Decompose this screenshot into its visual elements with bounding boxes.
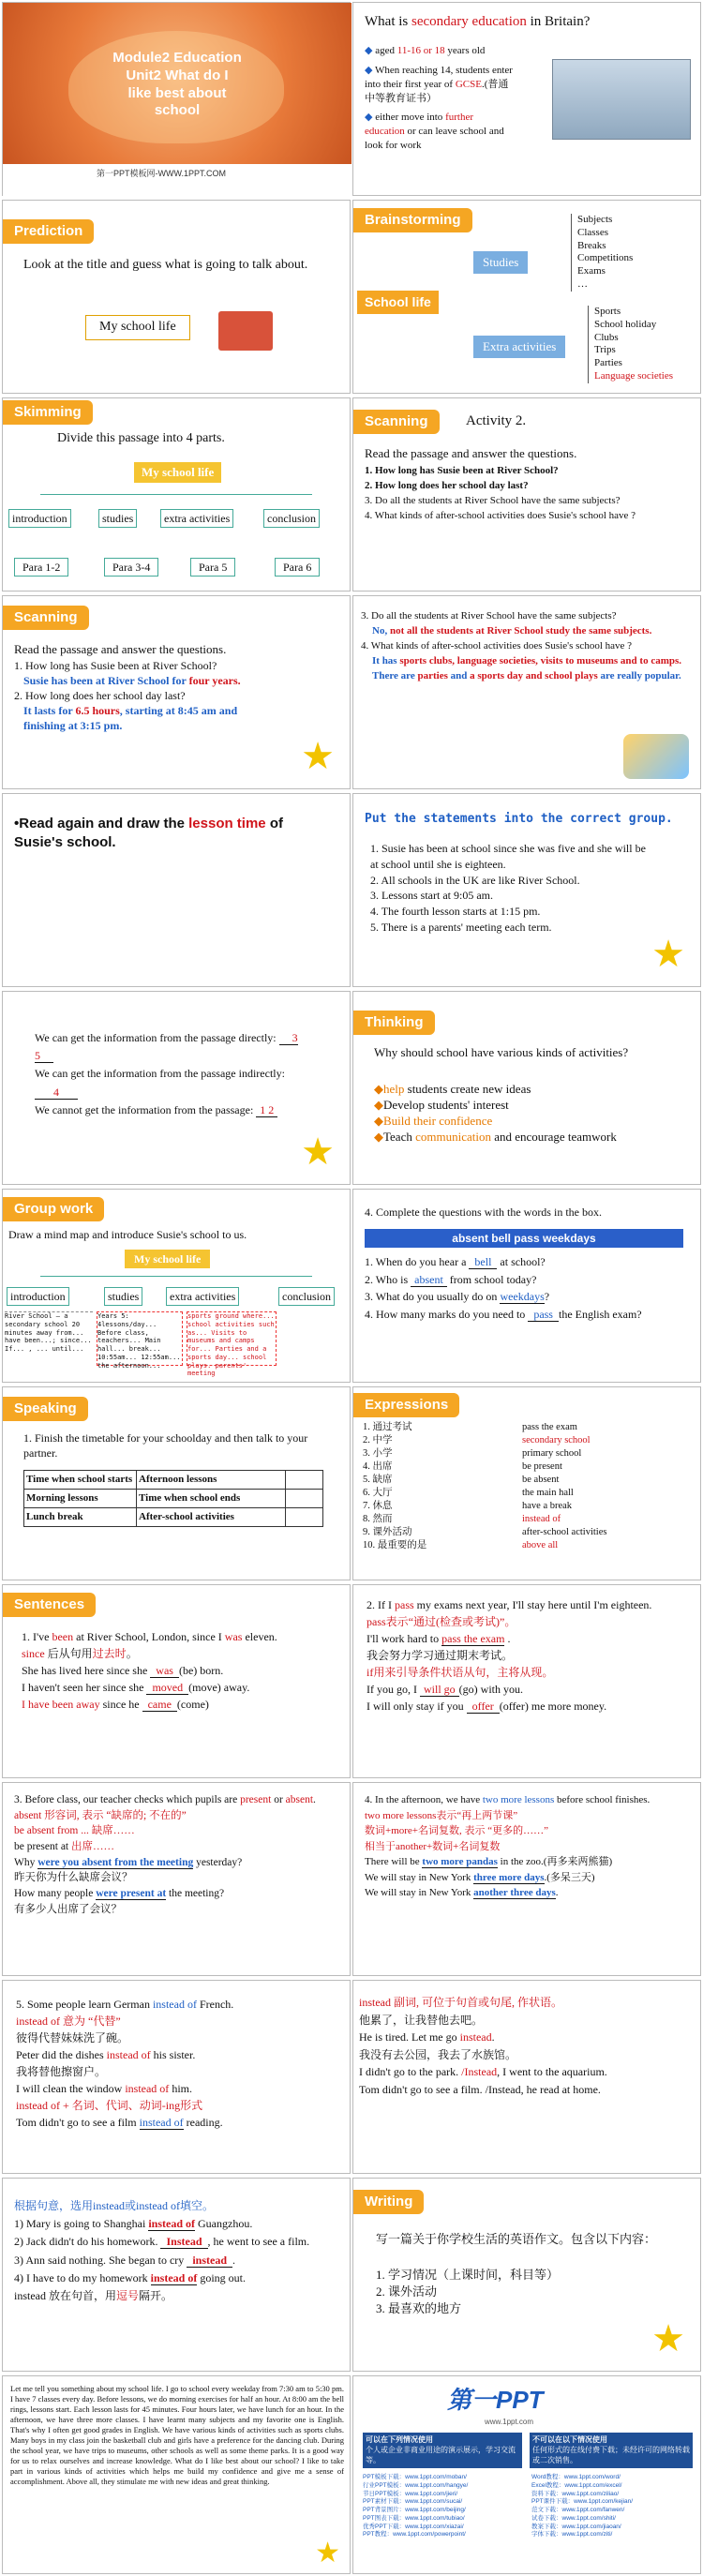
reason-item: ◆Teach communication and encourage teamwork bbox=[374, 1129, 617, 1144]
list-item: 10. 最重要的是 bbox=[363, 1539, 427, 1550]
list-item: 8. 然而 bbox=[363, 1513, 393, 1524]
list-item: 6. 大厅 bbox=[363, 1487, 393, 1498]
bullet-item: ◆ When reaching 14, students enter into their first year of GCSE.(普通中等教育证书） bbox=[365, 64, 513, 104]
note-line: I didn't go to the park. /Instead, I went to the aquarium. bbox=[359, 2065, 607, 2079]
speaking-task: 1. Finish the timetable for your schoolday and then talk to your partner. bbox=[23, 1431, 308, 1460]
cover-title-line: like best about bbox=[127, 84, 227, 101]
english-list bbox=[522, 1421, 606, 1552]
mindmap-node-extra: Extra activities bbox=[473, 336, 565, 358]
list-item: Exams bbox=[577, 265, 606, 277]
extra-list bbox=[588, 306, 673, 383]
star-icon: ★ bbox=[651, 2317, 685, 2359]
section-tag: Writing bbox=[353, 2190, 424, 2214]
slide-scanning-answers-2 bbox=[352, 595, 701, 789]
para-box: Para 6 bbox=[275, 558, 320, 577]
list-item: the main hall bbox=[522, 1487, 574, 1498]
note-line: I will clean the window instead of him. bbox=[16, 2082, 192, 2095]
logo-url: www.1ppt.com bbox=[485, 2418, 534, 2426]
question: 1. When do you hear a bell at school? bbox=[365, 1255, 546, 1268]
sentence-notes bbox=[359, 1994, 698, 2099]
note-line: Tom didn't go to see a film. /Instead, he read at home. bbox=[359, 2082, 601, 2096]
scanning-intro: Read the passage and answer the questions. bbox=[14, 642, 227, 656]
classroom-photo bbox=[552, 59, 691, 140]
slide-complete-questions bbox=[352, 1189, 701, 1383]
answer: It has sports clubs, language societies, visits to museums and to camps. There are parties and a sports day and school plays are really popular. bbox=[372, 654, 682, 681]
slide-prediction bbox=[2, 200, 351, 394]
question: 2. How long does her school day last? bbox=[365, 479, 529, 491]
school-building-icon bbox=[218, 311, 273, 351]
sentence-notes bbox=[22, 1628, 322, 1713]
question-list bbox=[365, 464, 688, 524]
exercise-item: 4) I have to do my homework instead of going out. bbox=[14, 2270, 246, 2284]
star-icon: ★ bbox=[301, 735, 335, 777]
sentence-notes bbox=[365, 1792, 693, 1901]
cover-title-line: Unit2 What do I bbox=[126, 67, 229, 83]
exercise-item: 2) Jack didn't do his homework. Instead , he went to see a film. bbox=[14, 2235, 310, 2249]
link[interactable]: Word教程：www.1ppt.com/word/ bbox=[531, 2474, 621, 2480]
timetable bbox=[23, 1470, 323, 1527]
slide-put-statements bbox=[352, 793, 701, 987]
allowed-box bbox=[363, 2433, 522, 2468]
slide-sentences-more bbox=[352, 1782, 701, 1976]
cover-footer: 第一PPT模板网-WWW.1PPT.COM bbox=[97, 169, 226, 178]
cover-title-line: Module2 Education bbox=[112, 50, 242, 66]
reason-item: ◆Build their confidence bbox=[374, 1113, 493, 1128]
reason-list bbox=[374, 1082, 674, 1146]
star-icon: ★ bbox=[315, 2538, 340, 2569]
list-item: Parties bbox=[594, 357, 622, 368]
list-item: … bbox=[577, 277, 588, 290]
question: 4. How many marks do you need to pass the English exam? bbox=[365, 1307, 642, 1321]
box-heading: 可以在下列情况使用 bbox=[366, 2435, 433, 2444]
note-line: I haven't seen her since she moved (move) away. bbox=[22, 1681, 250, 1694]
part-box: extra activities bbox=[166, 1287, 239, 1306]
note-line: instead 副词, 可位于句首或句尾, 作状语。 bbox=[359, 1996, 563, 2009]
section-tag: Scanning bbox=[3, 606, 89, 630]
note-line: instead of + 名词、代词、动词-ing形式 bbox=[16, 2099, 203, 2112]
timetable-cell: Time when school ends bbox=[137, 1489, 286, 1507]
note-line: 彼得代替妹妹洗了碗。 bbox=[16, 2031, 129, 2044]
list-item: Breaks bbox=[577, 239, 606, 251]
skimming-text: Divide this passage into 4 parts. bbox=[57, 431, 225, 445]
chinese-list bbox=[363, 1421, 426, 1552]
note-line: Why were you absent from the meeting yesterday? bbox=[14, 1856, 243, 1868]
note-line: We will stay in New York another three days. bbox=[365, 1887, 559, 1898]
part-box: extra activities bbox=[160, 509, 233, 528]
list-item: 3. 最喜欢的地方 bbox=[376, 2301, 462, 2316]
slide-sentences-instead bbox=[352, 1980, 701, 2174]
note-line: instead of 意为 “代替” bbox=[16, 2014, 121, 2028]
link[interactable]: 试卷下载：www.1ppt.com/shiti/ bbox=[531, 2514, 616, 2522]
timetable-cell: Lunch break bbox=[24, 1507, 137, 1526]
thinking-question: Why should school have various kinds of activities? bbox=[374, 1045, 629, 1059]
slide-title: What is secondary education in Britain? bbox=[365, 14, 591, 29]
activity-label: Activity 2. bbox=[466, 413, 527, 428]
answers bbox=[361, 609, 695, 684]
statement: 4. The fourth lesson starts at 1:15 pm. bbox=[370, 905, 541, 919]
note-line: Tom didn't go to see a film instead of reading. bbox=[16, 2116, 223, 2129]
section-tag: Group work bbox=[3, 1197, 104, 1221]
slide-title: Put the statements into the correct group. bbox=[365, 812, 673, 826]
list-item: be absent bbox=[522, 1474, 560, 1485]
kids-illustration bbox=[623, 734, 689, 779]
bullet-item: ◆ aged 11-16 or 18 years old bbox=[365, 45, 486, 56]
part-box: conclusion bbox=[263, 509, 320, 528]
section-tag: Speaking bbox=[3, 1397, 88, 1421]
list-item: above all bbox=[522, 1539, 559, 1550]
question: 1. How long has Susie been at River School? bbox=[14, 658, 217, 672]
box-text: 任何形式的在线付费下载；未经许可的网络转载或二次销售。 bbox=[532, 2445, 690, 2464]
question: 2. How long does her school day last? bbox=[14, 688, 186, 702]
note-line: 他累了，让我替他去吧。 bbox=[359, 2013, 484, 2027]
link-list-left bbox=[363, 2474, 527, 2539]
link[interactable]: 节日PPT模板：www.1ppt.com/jieri/ bbox=[363, 2490, 458, 2497]
question: 4. What kinds of after-school activities does Susie's school have ? bbox=[361, 639, 633, 651]
list-item: 1. 学习情况（上课时间，科目等） bbox=[376, 2268, 560, 2282]
slide-scanning-answers-1 bbox=[2, 595, 351, 789]
slide-secondary-education bbox=[352, 2, 701, 196]
note-line: 1. I've been at River School, London, since I was eleven. bbox=[22, 1630, 277, 1643]
answers bbox=[14, 641, 342, 733]
slide-information-types bbox=[2, 991, 351, 1185]
link[interactable]: PPT图表下载：www.1ppt.com/tubiao/ bbox=[363, 2514, 465, 2522]
box-heading: 不可以在以下情况使用 bbox=[532, 2435, 607, 2444]
timetable-cell: Time when school starts bbox=[24, 1471, 137, 1490]
note-line: There will be two more pandas in the zoo.(再多来两熊猫) bbox=[365, 1856, 613, 1867]
link[interactable]: 范文下载：www.1ppt.com/fanwen/ bbox=[531, 2507, 625, 2514]
answer: No, not all the students at River School study the same subjects. bbox=[372, 624, 652, 637]
link[interactable]: 优秀PPT下载：www.1ppt.com/xiazai/ bbox=[363, 2523, 464, 2530]
slide-title: 4. Complete the questions with the words in the box. bbox=[365, 1206, 602, 1219]
part-box: introduction bbox=[7, 1287, 69, 1306]
statement: 5. There is a parents' meeting each term. bbox=[370, 920, 552, 934]
sentence-notes bbox=[366, 1596, 690, 1715]
reason-item: ◆Develop students' interest bbox=[374, 1097, 509, 1112]
mindmap-root: My school life bbox=[125, 1250, 210, 1268]
section-tag: Expressions bbox=[353, 1393, 459, 1417]
note-line: She has lived here since she was (be) born. bbox=[22, 1664, 224, 1677]
note-block: sports ground where... school activities such as... Visits to museums and camps for... Parties and a sports day... school plays. parents' meeting bbox=[187, 1311, 277, 1366]
list-item: 2. 课外活动 bbox=[376, 2284, 438, 2299]
note-line: 有多少人出席了会议？ bbox=[14, 1903, 122, 1915]
list-item: pass the exam bbox=[522, 1422, 577, 1432]
bullet-item: ◆ either move into further education or can leave school and look for work bbox=[365, 112, 504, 152]
list-item: Language societies bbox=[594, 369, 673, 382]
mindmap-node-studies: Studies bbox=[473, 251, 528, 274]
mindmap-root: My school life bbox=[134, 462, 221, 483]
group-work-text: Draw a mind map and introduce Susie's school to us. bbox=[8, 1228, 247, 1241]
slide-sample-essay bbox=[2, 2375, 351, 2574]
section-tag: Scanning bbox=[353, 410, 440, 434]
part-box: studies bbox=[98, 509, 137, 528]
list-item: 2. 中学 bbox=[363, 1434, 393, 1445]
section-tag: Brainstorming bbox=[353, 208, 472, 232]
note-line: two more lessons表示“再上两节课” bbox=[365, 1809, 518, 1821]
sentence-notes bbox=[14, 1792, 340, 1917]
note-line: 我会努力学习通过期末考试。 bbox=[366, 1649, 514, 1662]
link-list-right bbox=[531, 2474, 696, 2539]
cover-title-line: school bbox=[154, 102, 201, 119]
1ppt-logo: 第一PPT bbox=[447, 2386, 544, 2414]
info-line: We cannot get the information from the passage: 1 2 bbox=[35, 1101, 316, 1119]
info-line: We can get the information from the passage indirectly: 4 bbox=[35, 1067, 285, 1099]
list-item: secondary school bbox=[522, 1434, 591, 1445]
link[interactable]: PPT背景图片：www.1ppt.com/beijing/ bbox=[363, 2507, 466, 2514]
essay-text: Let me tell you something about my school life. I go to school every weekday from 7:30 am to 5:30 pm. I have 7 classes every day. Before lessons, we do morning exercises for half an hour. At 8:00 am the bell rings, lessons start. Each lesson lasts for 45 minutes. Four hours later, we have lunch for an hour. In the afternoon, we have three more classes. I have learnt many subjects and my favorite one is English. That's why I often get good grades in English. We have various kinds of activities such as sports clubs. Many boys in my class join the basketball club and girls have a preference for the dancing club. During the school year, we have trips to museums, other schools as well as some theme parks. It is a good way for us to relax ourselves and increase knowledge. What do I like best about our school? I like to take part in various kinds of activities which helps me build my confidence and give me a sense of accomplishment. Above all, they stimulate me with new ideas and great thinking. bbox=[10, 2384, 344, 2487]
link[interactable]: 教案下载：www.1ppt.com/jiaoan/ bbox=[531, 2523, 621, 2530]
note-line: 昨天你为什么缺席会议？ bbox=[14, 1872, 133, 1884]
slide-group-work bbox=[2, 1189, 351, 1383]
note-line: since 后从句用过去时。 bbox=[22, 1647, 138, 1660]
writing-items bbox=[376, 2267, 559, 2318]
part-box: studies bbox=[104, 1287, 142, 1306]
list-item: 1. 通过考试 bbox=[363, 1422, 412, 1432]
slide-title-cover bbox=[2, 2, 351, 196]
note-line: I have been away since he came (come) bbox=[22, 1698, 209, 1711]
question: 3. Do all the students at River School have the same subjects? bbox=[365, 494, 621, 506]
link[interactable]: PPT课件下载：www.1ppt.com/kejian/ bbox=[531, 2498, 634, 2506]
note-line: He is tired. Let me go instead. bbox=[359, 2030, 495, 2044]
para-box: Para 5 bbox=[190, 558, 235, 577]
link[interactable]: Excel教程：www.1ppt.com/excel/ bbox=[531, 2481, 622, 2489]
list-item: have a break bbox=[522, 1500, 573, 1511]
note-line: 我没有去公园，我去了水族馆。 bbox=[359, 2047, 517, 2061]
slide-expressions bbox=[352, 1386, 701, 1580]
list-item: 9. 课外活动 bbox=[363, 1526, 412, 1537]
star-icon: ★ bbox=[651, 933, 685, 975]
slide-writing bbox=[352, 2178, 701, 2372]
list-item: 5. 缺席 bbox=[363, 1474, 393, 1485]
slide-sentences-absent bbox=[2, 1782, 351, 1976]
forbidden-box bbox=[530, 2433, 693, 2468]
list-item: 3. 小学 bbox=[363, 1447, 393, 1459]
box-text: 个人或企业非商业用途的演示展示，学习交流等。 bbox=[366, 2445, 516, 2464]
question-list bbox=[365, 1253, 693, 1323]
list-item: be present bbox=[522, 1460, 562, 1472]
exercise-item: 3) Ann said nothing. She began to cry instead . bbox=[14, 2253, 235, 2267]
statement: 1. Susie has been at school since she was five and she will be at school until she is eighteen. bbox=[370, 842, 646, 871]
note-line: I will only stay if you offer (offer) me more money. bbox=[366, 1700, 607, 1713]
section-tag: Skimming bbox=[3, 400, 93, 425]
exercise bbox=[14, 2197, 342, 2305]
exercise-note: instead 放在句首，用逗号隔开。 bbox=[14, 2288, 173, 2302]
note-block: River School – a secondary school 20 minutes away from... have been...; since... If... , ... until... bbox=[5, 1311, 93, 1366]
section-tag: Thinking bbox=[353, 1011, 435, 1035]
note-line: 5. Some people learn German instead of French. bbox=[16, 1998, 234, 2011]
slide-fill-instead bbox=[2, 2178, 351, 2372]
slide-sentences-since bbox=[2, 1584, 351, 1778]
studies-list bbox=[571, 214, 633, 292]
slide-skimming bbox=[2, 397, 351, 592]
answer: Susie has been at River School for four years. bbox=[23, 673, 241, 687]
para-box: Para 3-4 bbox=[104, 558, 158, 577]
note-line: We will stay in New York three more days.(多呆三天) bbox=[365, 1871, 595, 1883]
note-line: absent 形容词, 表示 “缺席的; 不在的” bbox=[14, 1809, 187, 1821]
sentence-notes bbox=[16, 1996, 339, 2131]
link[interactable]: 资料下载：www.1ppt.com/ziliao/ bbox=[531, 2490, 620, 2497]
slide-1ppt-info bbox=[352, 2375, 701, 2574]
list-item: Clubs bbox=[594, 331, 619, 343]
question: 1. How long has Susie been at River School? bbox=[365, 465, 559, 476]
link[interactable]: PPT教程：www.1ppt.com/powerpoint/ bbox=[363, 2531, 466, 2539]
list-item: Classes bbox=[577, 226, 608, 238]
bullet-list bbox=[365, 44, 515, 153]
slide-scanning-questions bbox=[352, 397, 701, 592]
slide-lesson-time bbox=[2, 793, 351, 987]
writing-text: 写一篇关于你学校生活的英语作文。包含以下内容： bbox=[376, 2232, 657, 2246]
list-item: primary school bbox=[522, 1447, 582, 1459]
slide-sentences-instead-of bbox=[2, 1980, 351, 2174]
note-line: 2. If I pass my exams next year, I'll stay here until I'm eighteen. bbox=[366, 1598, 652, 1611]
mindmap-root: School life bbox=[357, 291, 439, 314]
list-item: Sports bbox=[594, 306, 621, 317]
note-line: 相当于another+数词+名词复数 bbox=[365, 1840, 501, 1852]
statement: 2. All schools in the UK are like River School. bbox=[370, 873, 580, 887]
statement: 3. Lessons start at 9:05 am. bbox=[370, 889, 493, 903]
reason-item: ◆help students create new ideas bbox=[374, 1082, 531, 1096]
note-block: Years 5: 4lessons/day... Before class, teachers... Main hall... break... 10:55am... 12:55am... the afternoon... bbox=[97, 1311, 183, 1366]
note-line: 3. Before class, our teacher checks which pupils are present or absent. bbox=[14, 1794, 316, 1805]
title-box: My school life bbox=[85, 315, 190, 340]
part-box: introduction bbox=[8, 509, 71, 528]
list-item: instead of bbox=[522, 1513, 561, 1524]
note-line: If you go, I will go (go) with you. bbox=[366, 1683, 523, 1696]
link[interactable]: 字体下载：www.1ppt.com/ziti/ bbox=[531, 2531, 613, 2539]
para-box: Para 1-2 bbox=[14, 558, 68, 577]
list-item: Subjects bbox=[577, 214, 613, 225]
note-line: 数词+more+名词复数, 表示 “更多的……” bbox=[365, 1825, 549, 1836]
note-line: if用来引导条件状语从句，主将从现。 bbox=[366, 1666, 554, 1679]
note-line: 我将替他擦窗户。 bbox=[16, 2065, 107, 2078]
link[interactable]: PPT模板下载：www.1ppt.com/moban/ bbox=[363, 2474, 467, 2480]
section-tag: Sentences bbox=[3, 1593, 96, 1617]
timetable-cell: Morning lessons bbox=[24, 1489, 137, 1507]
note-line: be present at 出席…… bbox=[14, 1841, 114, 1853]
scanning-intro: Read the passage and answer the questions. bbox=[365, 446, 577, 460]
info-lines bbox=[35, 1029, 316, 1119]
timetable-cell: Afternoon lessons bbox=[137, 1471, 286, 1490]
question: 4. What kinds of after-school activities does Susie's school have ? bbox=[365, 509, 636, 521]
timetable-cell: After-school activities bbox=[137, 1507, 286, 1526]
list-item: 7. 休息 bbox=[363, 1500, 393, 1511]
link[interactable]: PPT素材下载：www.1ppt.com/sucai/ bbox=[363, 2498, 463, 2506]
note-line: 4. In the afternoon, we have two more lessons before school finishes. bbox=[365, 1794, 651, 1805]
exercise-item: 1) Mary is going to Shanghai instead of Guangzhou. bbox=[14, 2217, 253, 2231]
question: 3. Do all the students at River School have the same subjects? bbox=[361, 610, 617, 622]
link[interactable]: 行业PPT模板：www.1ppt.com/hangye/ bbox=[363, 2481, 469, 2489]
list-item: 4. 出席 bbox=[363, 1460, 393, 1472]
cover-title bbox=[3, 50, 352, 120]
task-text: •Read again and draw the lesson time of Susie's school. bbox=[14, 816, 283, 851]
note-line: How many people were present at the meeting? bbox=[14, 1888, 225, 1900]
section-tag: Prediction bbox=[3, 219, 94, 244]
slide-sentences-pass bbox=[352, 1584, 701, 1778]
question: 3. What do you usually do on weekdays? bbox=[365, 1290, 550, 1304]
note-line: I'll work hard to pass the exam . bbox=[366, 1632, 511, 1645]
prediction-text: Look at the title and guess what is going to talk about. bbox=[23, 258, 308, 272]
slide-brainstorming bbox=[352, 200, 701, 394]
list-item: after-school activities bbox=[522, 1526, 607, 1537]
list-item: Trips bbox=[594, 344, 616, 356]
answer: It lasts for 6.5 hours, starting at 8:45 am and finishing at 3:15 pm. bbox=[23, 704, 238, 733]
word-box: absent bell pass weekdays bbox=[365, 1229, 683, 1248]
note-line: Peter did the dishes instead of his sister. bbox=[16, 2048, 196, 2061]
star-icon: ★ bbox=[301, 1131, 335, 1173]
list-item: School holiday bbox=[594, 318, 657, 330]
slide-thinking bbox=[352, 991, 701, 1185]
exercise-heading: 根据句意，选用instead或instead of填空。 bbox=[14, 2199, 214, 2212]
slide-speaking bbox=[2, 1386, 351, 1580]
question: 2. Who is absent from school today? bbox=[365, 1272, 537, 1286]
note-line: pass表示“通过(检查或考试)”。 bbox=[366, 1615, 516, 1628]
note-line: be absent from ... 缺席…… bbox=[14, 1825, 135, 1837]
list-item: Competitions bbox=[577, 252, 634, 264]
part-box: conclusion bbox=[278, 1287, 335, 1306]
statement-list bbox=[370, 841, 651, 936]
info-line: We can get the information from the passage directly: 3 5 bbox=[35, 1031, 298, 1063]
